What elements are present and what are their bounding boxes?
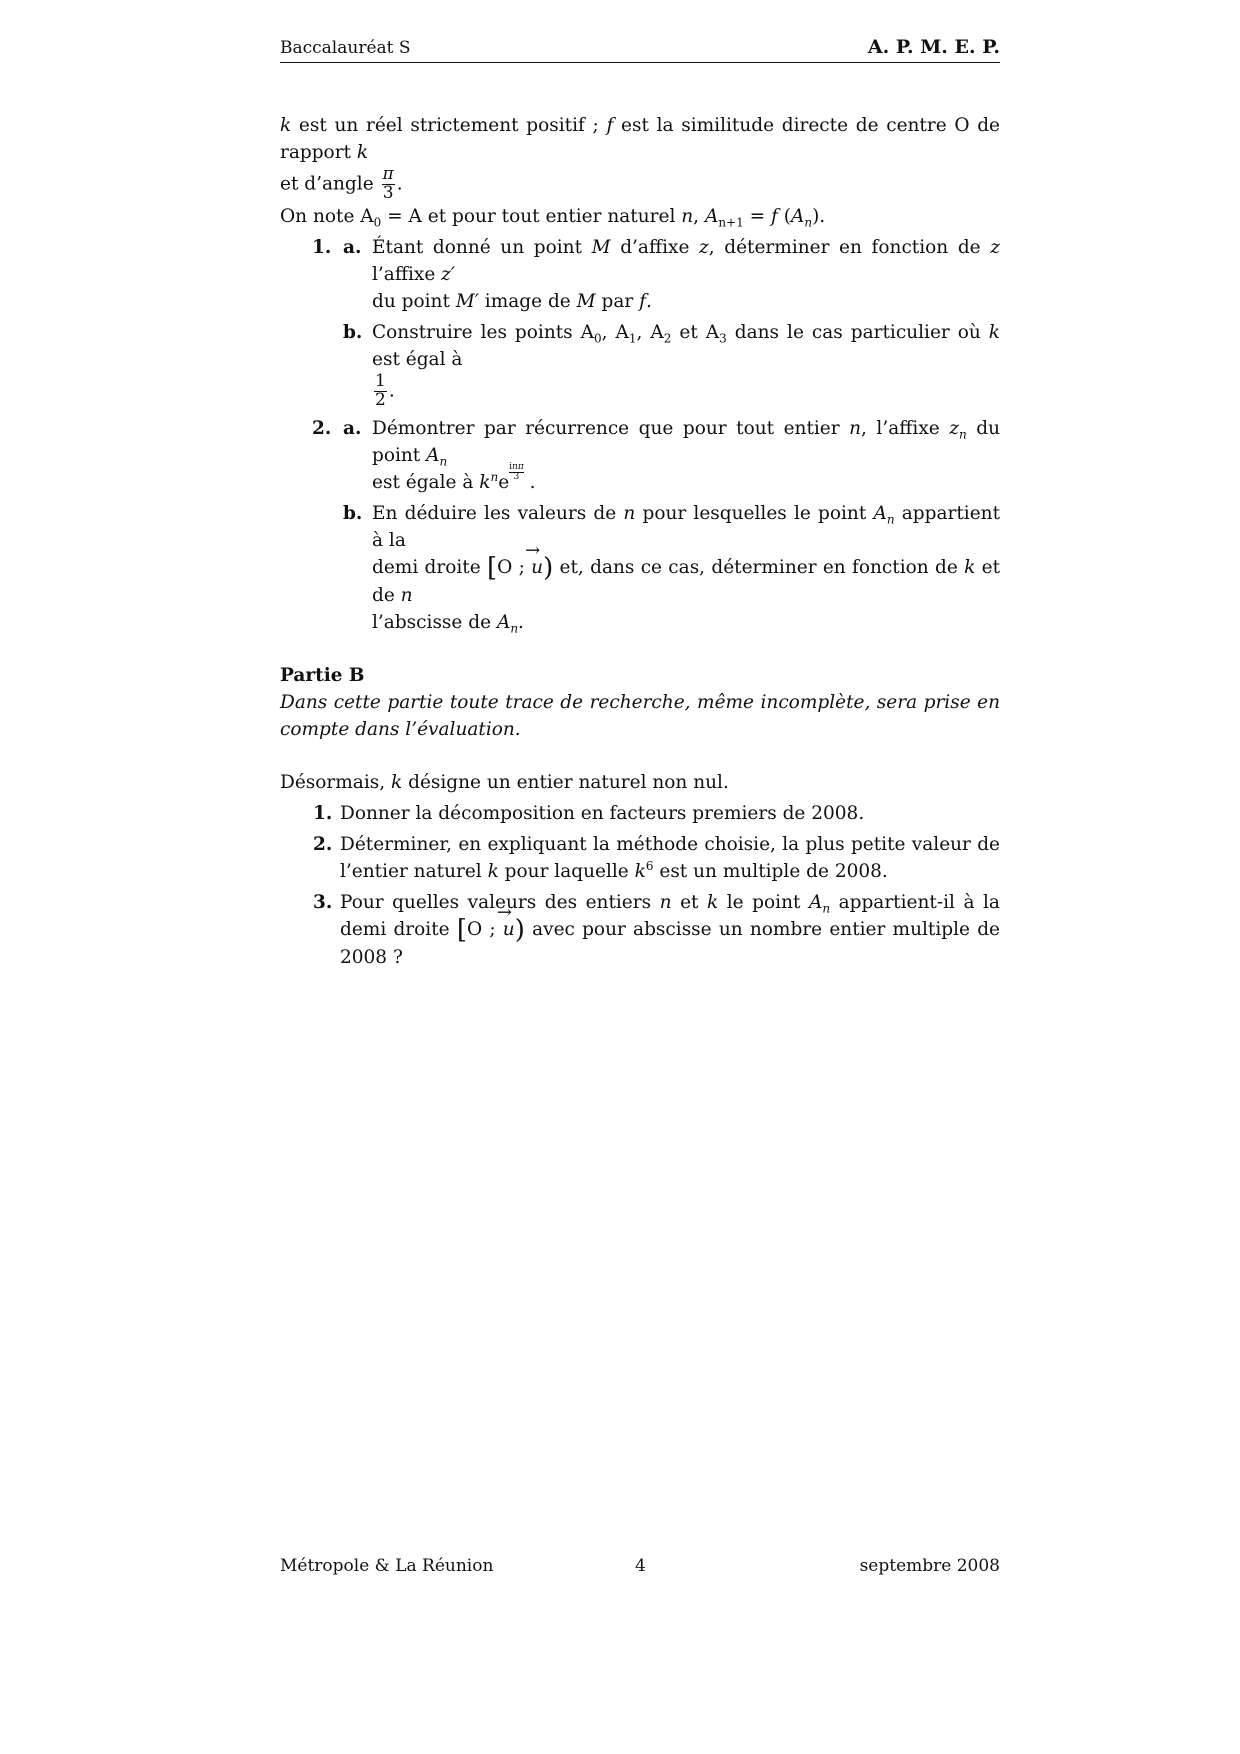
partie-b-intro: Désormais, k désigne un entier naturel non nul.	[280, 772, 729, 794]
question-1a: 1. a. Étant donné un point M d’affixe z, déterminer en fonction de z l’affixe z′ du point M′ image de M par f.	[280, 234, 1000, 315]
footer-left: Métropole & La Réunion	[280, 1556, 494, 1576]
exponent-fraction: $\frac{\text{inπ}}{3}$	[509, 462, 524, 483]
question-2b-label: b.	[343, 503, 363, 525]
content	[280, 112, 1000, 971]
vector-u-2: → u	[503, 916, 515, 943]
question-2-number: 2.	[312, 418, 332, 440]
partie-b-question-3: 3. Pour quelles valeurs des entiers n et k le point $A_n$ appartient-il à la demi droite [O ; → u) avec pour abscisse un nombre entier multiple de 2008 ?	[280, 889, 1000, 971]
intro-line-2: et d’angle $\frac{\pi}{3}$ .	[280, 164, 403, 203]
question-2a-label: a.	[343, 418, 362, 440]
footer-right: septembre 2008	[859, 1556, 1000, 1576]
header-left: Baccalauréat S	[280, 38, 411, 58]
page-number: 4	[635, 1556, 646, 1576]
question-1-number: 1.	[312, 236, 332, 258]
question-2b: b. En déduire les valeurs de n pour lesquelles le point $A_n$ appartient à la demi droite [O ; → u) et, dans ce cas, déterminer en fonction de k et de n l’abscisse de $A_n$.	[280, 500, 1000, 636]
question-1a-label: a.	[343, 236, 362, 258]
question-1b-label: b.	[343, 321, 363, 343]
header-right: A. P. M. E. P.	[867, 36, 1000, 58]
page-header	[280, 36, 1000, 63]
partie-b-question-2: 2. Déterminer, en expliquant la méthode choisie, la plus petite valeur de l’entier naturel k pour laquelle $k^6$ est un multiple de 2008.	[313, 834, 1000, 883]
partie-b-question-1: 1. Donner la décomposition en facteurs premiers de 2008.	[313, 803, 865, 825]
partie-b-note: Dans cette partie toute trace de recherche, même incomplète, sera prise en compte dans l’évaluation.	[280, 692, 1000, 741]
vector-u: → u	[531, 554, 543, 581]
one-half-fraction: $\frac{1}{2}$	[375, 370, 386, 410]
intro-line-3: On note $A_0 = A$ et pour tout entier naturel n, $A_{n+1} = f$ $(A_n)$.	[280, 205, 826, 230]
section-title-partie-b: Partie B	[280, 665, 365, 687]
question-1b: b. Construire les points $A_0$, $A_1$, $A_2$ et $A_3$ dans le cas particulier où k est égal à $\frac{1}{2}$ .	[280, 319, 1000, 410]
question-2a: 2. a. Démontrer par récurrence que pour tout entier n, l’affixe $z_n$ du point $A_n$ est égale à $k^ne$ $\frac{\text{inπ}}{3}$ .	[280, 415, 1000, 496]
pi-over-3-fraction: $\frac{\pi}{3}$	[382, 164, 394, 203]
intro-line-1: k est un réel strictement positif ; f est la similitude directe de centre O de rapport k	[280, 115, 1000, 163]
